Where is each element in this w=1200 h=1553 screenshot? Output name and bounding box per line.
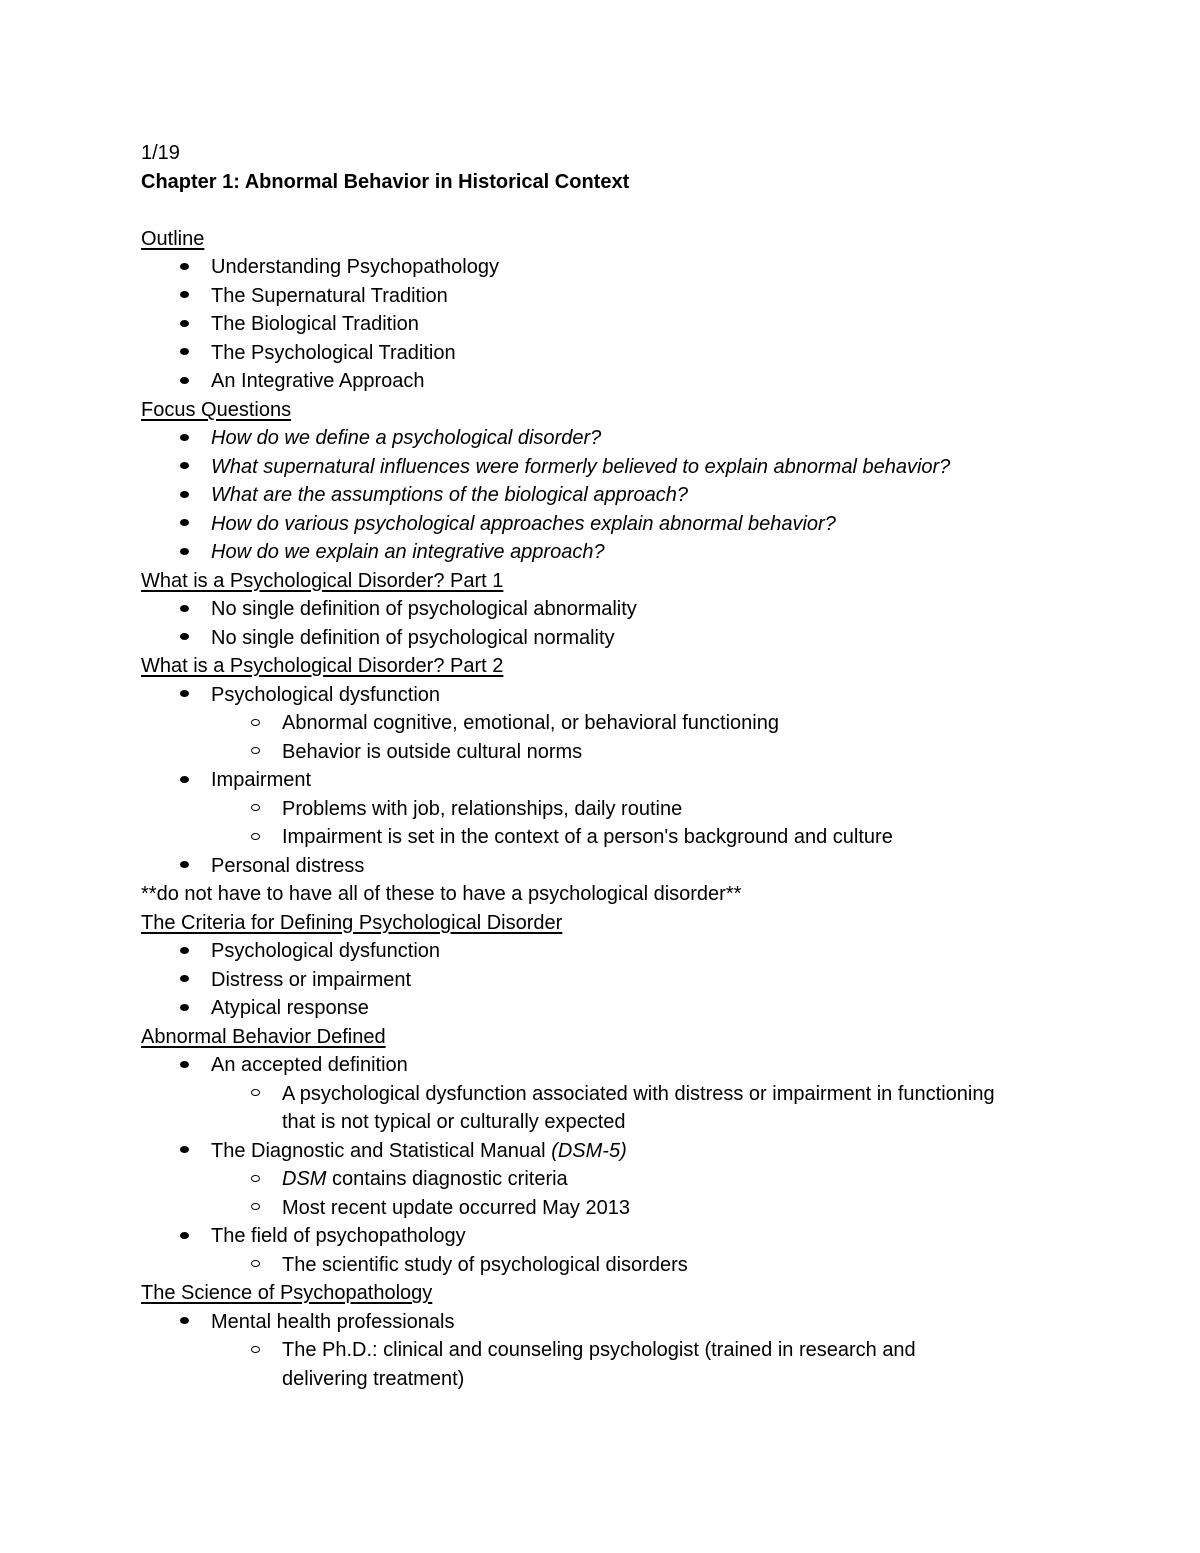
bullet-icon	[174, 1137, 194, 1166]
abnormal-subitem-text: Most recent update occurred May 2013	[282, 1196, 630, 1219]
science-subitem	[141, 1336, 1101, 1365]
criteria-item-text: Distress or impairment	[211, 968, 412, 991]
abnormal-subitem-text: A psychological dysfunction associated with distress or impairment in functioning	[282, 1082, 995, 1105]
abnormal-subitem	[141, 1251, 1101, 1280]
part2-heading: What is a Psychological Disorder? Part 2	[141, 655, 504, 677]
bullet-icon	[174, 453, 194, 482]
part2-subitem-text: Impairment is set in the context of a person's background and culture	[282, 826, 893, 848]
notes-content	[141, 139, 1101, 1393]
bullet-icon	[174, 937, 194, 966]
bullet-icon	[174, 1222, 194, 1251]
circle-bullet-icon	[245, 795, 265, 824]
outline-item	[141, 310, 1101, 339]
part2-item-text: Impairment	[211, 769, 312, 791]
outline-item	[141, 253, 1101, 282]
part1-item	[141, 595, 1101, 624]
bullet-icon	[174, 481, 194, 510]
science-item-text: Mental health professionals	[211, 1310, 455, 1333]
outline-item	[141, 339, 1101, 368]
circle-bullet-icon	[245, 823, 265, 852]
bullet-icon	[174, 538, 194, 567]
bullet-icon	[174, 624, 194, 653]
bullet-icon	[174, 595, 194, 624]
part2-subitem	[141, 823, 1101, 852]
focus-item-text: How do we explain an integrative approach?	[211, 541, 605, 563]
part2-subitem-text: Behavior is outside cultural norms	[282, 740, 583, 763]
blank-line	[141, 196, 1101, 225]
date-label: 1/19	[141, 142, 180, 164]
bullet-icon	[174, 766, 194, 795]
science-heading: The Science of Psychopathology	[141, 1282, 433, 1304]
bullet-icon	[174, 282, 194, 311]
bullet-icon	[174, 424, 194, 453]
science-subitem-continuation: delivering treatment)	[282, 1367, 465, 1390]
circle-bullet-icon	[245, 709, 265, 738]
part1-heading: What is a Psychological Disorder? Part 1	[141, 569, 504, 592]
bullet-icon	[174, 994, 194, 1023]
bullet-icon	[174, 310, 194, 339]
focus-item	[141, 481, 1101, 510]
part2-subitem	[141, 709, 1101, 738]
part1-item-text: No single definition of psychological normality	[211, 626, 615, 649]
bullet-icon	[174, 852, 194, 881]
science-item	[141, 1308, 1101, 1337]
dsm-label-text: The Diagnostic and Statistical Manual	[211, 1139, 552, 1162]
abnormal-subitem	[141, 1194, 1101, 1223]
outline-item-text: The Biological Tradition	[211, 313, 419, 335]
abnormal-item-text: An accepted definition	[211, 1054, 408, 1076]
part2-subitem	[141, 795, 1101, 824]
outline-item-text: An Integrative Approach	[211, 370, 425, 392]
focus-item-text: How do we define a psychological disorder?	[211, 427, 602, 449]
outline-item-text: Understanding Psychopathology	[211, 256, 499, 278]
criteria-item	[141, 966, 1101, 995]
circle-bullet-icon	[245, 1251, 265, 1280]
focus-item	[141, 453, 1101, 482]
bullet-icon	[174, 1051, 194, 1080]
part2-subitem-text: Problems with job, relationships, daily routine	[282, 797, 683, 820]
focus-item-text: What are the assumptions of the biological approach?	[211, 484, 688, 506]
criteria-item	[141, 994, 1101, 1023]
outline-item-text: The Supernatural Tradition	[211, 284, 448, 307]
part2-item-text: Psychological dysfunction	[211, 683, 441, 706]
focus-item	[141, 538, 1101, 567]
part2-note: **do not have to have all of these to have a psychological disorder**	[141, 883, 742, 905]
criteria-item	[141, 937, 1101, 966]
abnormal-item-text: The field of psychopathology	[211, 1225, 466, 1247]
circle-bullet-icon	[245, 1165, 265, 1194]
criteria-item-text: Psychological dysfunction	[211, 940, 441, 962]
bullet-icon	[174, 510, 194, 539]
bullet-icon	[174, 1308, 194, 1337]
abnormal-item	[141, 1137, 1101, 1166]
outline-item-text: The Psychological Tradition	[211, 341, 456, 364]
focus-item-text: How do various psychological approaches explain abnormal behavior?	[211, 512, 836, 535]
abnormal-heading: Abnormal Behavior Defined	[141, 1025, 386, 1048]
abnormal-item	[141, 1051, 1101, 1080]
circle-bullet-icon	[245, 1080, 265, 1109]
part2-item-text: Personal distress	[211, 854, 365, 877]
abnormal-item	[141, 1222, 1101, 1251]
focus-item	[141, 510, 1101, 539]
focus-heading: Focus Questions	[141, 398, 292, 421]
part1-item-text: No single definition of psychological abnormality	[211, 598, 637, 620]
circle-bullet-icon	[245, 1336, 265, 1365]
outline-item	[141, 282, 1101, 311]
part2-item	[141, 681, 1101, 710]
dsm-italic-text: DSM	[282, 1168, 327, 1190]
dsm-label-italic: (DSM-5)	[551, 1139, 627, 1162]
focus-item	[141, 424, 1101, 453]
focus-item-text: What supernatural influences were formerly believed to explain abnormal behavior?	[211, 455, 951, 478]
circle-bullet-icon	[245, 1194, 265, 1223]
abnormal-subitem-text: The scientific study of psychological disorders	[282, 1253, 688, 1276]
abnormal-subitem-continuation: that is not typical or culturally expected	[282, 1111, 626, 1133]
bullet-icon	[174, 367, 194, 396]
bullet-icon	[174, 681, 194, 710]
part2-item	[141, 766, 1101, 795]
criteria-heading: The Criteria for Defining Psychological Disorder	[141, 911, 563, 934]
part2-subitem-text: Abnormal cognitive, emotional, or behavioral functioning	[282, 712, 779, 734]
part1-item	[141, 624, 1101, 653]
chapter-title: Chapter 1: Abnormal Behavior in Historical Context	[141, 170, 630, 193]
abnormal-subitem	[141, 1165, 1101, 1194]
science-subitem-text: The Ph.D.: clinical and counseling psychologist (trained in research and	[282, 1339, 916, 1361]
outline-heading: Outline	[141, 227, 205, 250]
abnormal-subitem	[141, 1080, 1101, 1109]
circle-bullet-icon	[245, 738, 265, 767]
outline-item	[141, 367, 1101, 396]
bullet-icon	[174, 339, 194, 368]
dsm-sub-text: contains diagnostic criteria	[326, 1168, 568, 1190]
criteria-item-text: Atypical response	[211, 997, 369, 1019]
bullet-icon	[174, 253, 194, 282]
part2-subitem	[141, 738, 1101, 767]
bullet-icon	[174, 966, 194, 995]
part2-item	[141, 852, 1101, 881]
